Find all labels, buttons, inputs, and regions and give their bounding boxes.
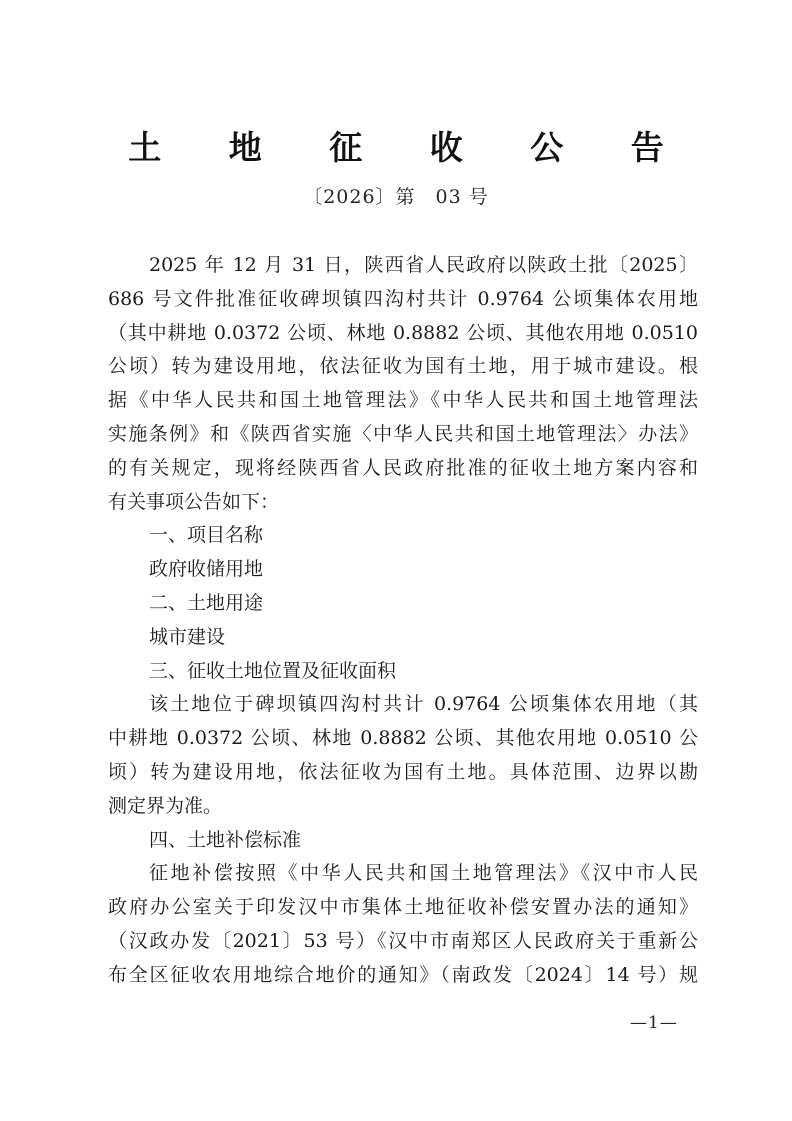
paragraph-line: 测定界为准。 [108, 794, 223, 817]
paragraph-line: 该土地位于碑坝镇四沟村共计 0.9764 公顷集体农用地（其 [149, 693, 698, 716]
paragraph-line: 实施条例》和《陕西省实施〈中华人民共和国土地管理法〉办法》 [108, 422, 698, 445]
paragraph-line: 的有关规定，现将经陕西省人民政府批准的征收土地方案内容和 [108, 456, 698, 479]
page-title: 土 地 征 收 公 告 [128, 128, 692, 167]
paragraph-line: 布全区征收农用地综合地价的通知》（南政发〔2024〕14 号）规 [108, 963, 698, 986]
paragraph-line: 2025 年 12 月 31 日，陕西省人民政府以陕政土批〔2025〕 [149, 254, 698, 276]
paragraph-line: 据《中华人民共和国土地管理法》《中华人民共和国土地管理法 [108, 389, 698, 412]
paragraph-line: 征地补偿按照《中华人民共和国土地管理法》《汉中市人民 [149, 862, 698, 885]
paragraph-line: 顷）转为建设用地，依法征收为国有土地。具体范围、边界以勘 [108, 760, 698, 783]
paragraph-line: 中耕地 0.0372 公顷、林地 0.8882 公顷、其他农用地 0.0510 公 [108, 727, 698, 750]
announcement-body [108, 249, 698, 993]
section-heading: 一、项目名称 [149, 524, 264, 547]
paragraph-line: 政府办公室关于印发汉中市集体土地征收补偿安置办法的通知》 [108, 896, 698, 919]
section-heading: 三、征收土地位置及征收面积 [149, 659, 397, 682]
paragraph-line: （其中耕地 0.0372 公顷、林地 0.8882 公顷、其他农用地 0.0510 [108, 321, 698, 344]
paragraph-line: 公顷）转为建设用地，依法征收为国有土地，用于城市建设。根 [108, 355, 698, 378]
paragraph-line: （汉政办发〔2021〕53 号）《汉中市南郑区人民政府关于重新公 [108, 929, 698, 952]
section-content: 城市建设 [149, 625, 226, 648]
document-number: 〔2026〕第 03 号 [303, 186, 489, 208]
section-heading: 二、土地用途 [149, 591, 264, 614]
page-number: —1— [630, 1013, 678, 1033]
section-content: 政府收储用地 [149, 558, 264, 581]
paragraph-line: 有关事项公告如下： [108, 490, 280, 513]
section-heading: 四、土地补偿标准 [149, 828, 302, 851]
paragraph-line: 686 号文件批准征收碑坝镇四沟村共计 0.9764 公顷集体农用地 [108, 287, 698, 310]
